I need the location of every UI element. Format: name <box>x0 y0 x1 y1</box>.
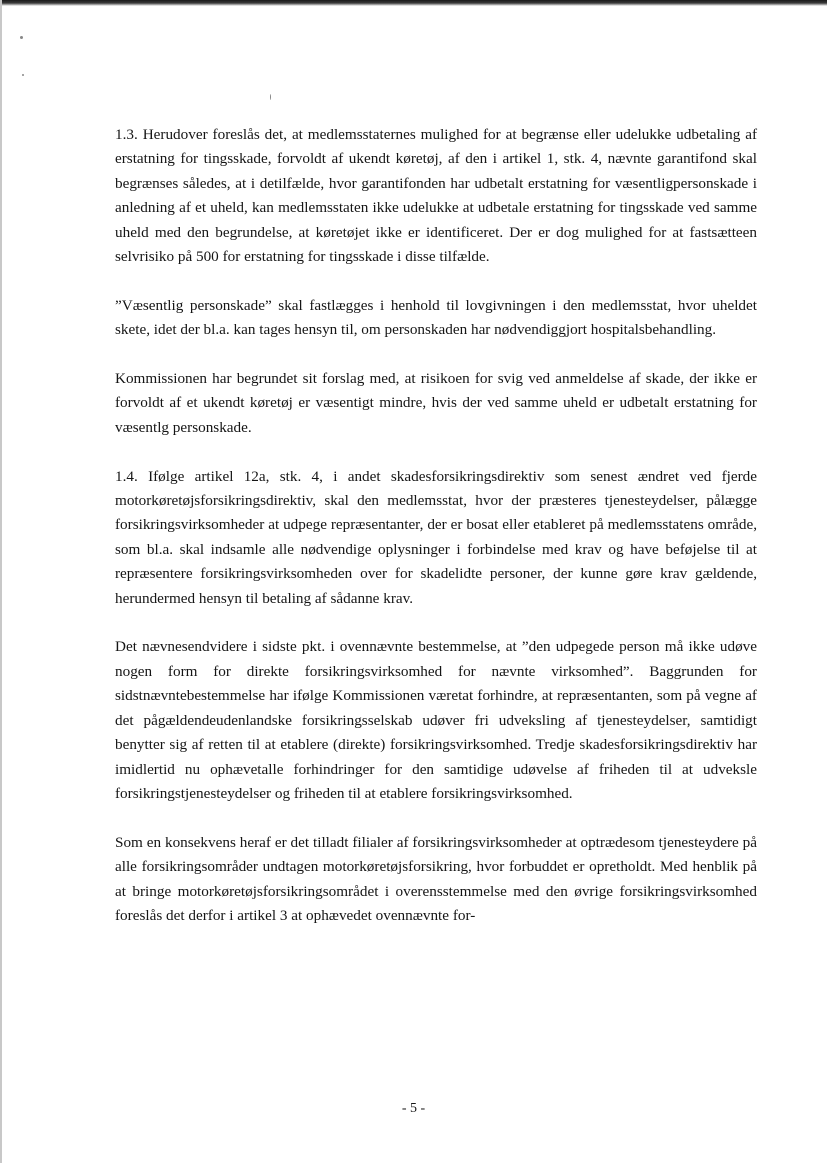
scan-edge-top <box>0 0 827 6</box>
paragraph-1-3: 1.3. Herudover foreslås det, at medlemsstaternes mulighed for at begrænse eller udelukke udbetaling af erstatning for tingsskade, forvoldt af ukendt køretøj, af den i artikel 1, stk. 4, nævnte garantifond skal begrænses således, at i detilfælde, hvor garantifonden har udbetalt erstatning for væsentligpersonskade i anledning af et uheld, kan medlemsstaten ikke udelukke at udbetale erstatning for tingsskade ved samme uheld med den begrundelse, at køretøjet ikke er identificeret. Der er dog mulighed for at fastsætteen selvrisiko på 500 for erstatning for tingsskade i disse tilfælde. <box>115 126 757 266</box>
scan-speck <box>270 94 271 100</box>
scan-speck <box>20 36 23 39</box>
scan-edge-left <box>0 0 2 1163</box>
document-body <box>115 123 757 928</box>
paragraph-background: Det nævnesendvidere i sidste pkt. i ovennævnte bestemmelse, at ”den udpegede person må ikke udøve nogen form for direkte forsikringsvirksomhed for nævnte virksomhed”. Baggrunden for sidstnævntebestemmelse har ifølge Kommissionen væretat forhindre, at repræsentanten, som på vegne af det pågældendeudenlandske forsikringsselskab udøver fri udveksling af tjenesteydelser, samtidigt benytter sig af retten til at etablere (direkte) forsikringsvirksomhed. Tredje skadesforsikringsdirektiv har imidlertid nu ophævetalle forhindringer for den samtidige udøvelse af friheden til at udveksle forsikringstjenesteydelser og friheden til at etablere forsikringsvirksomhed. <box>115 638 757 802</box>
page-number: - 5 - <box>401 1101 426 1116</box>
scan-speck <box>22 74 24 76</box>
paragraph-commission-reasoning: Kommissionen har begrundet sit forslag med, at risikoen for svig ved anmeldelse af skade, der ikke er forvoldt af et ukendt køretøj er væsentigt mindre, hvis der ved samme uheld er udbetalt erstatning for væsentlg personskade. <box>115 370 757 436</box>
paragraph-consequence: Som en konsekvens heraf er det tilladt filialer af forsikringsvirksomheder at optrædesom tjenesteydere på alle forsikringsområder undtagen motorkøretøjsforsikring, hvor forbuddet er opretholdt. Med henblik på at bringe motorkøretøjsforsikringsområdet i overensstemmelse med den øvrige forsikringsvirksomhed foreslås det derfor i artikel 3 at ophævedet ovennævnte for- <box>115 833 757 924</box>
paragraph-1-4: 1.4. Ifølge artikel 12a, stk. 4, i andet skadesforsikringsdirektiv som senest ændret ved fjerde motorkøretøjsforsikringsdirektiv, skal den medlemsstat, hvor der præsteres tjenesteydelser, pålægge forsikringsvirksomheder at udpege repræsentanter, der er bosat eller etableret på medlemsstatens område, som bl.a. skal indsamle alle nødvendige oplysninger i forbindelse med krav og have beføjelse til at repræsentere forsikringsvirksomheden over for skadelidte personer, der kunne gøre krav gældende, herundermed hensyn til betaling af sådanne krav. <box>115 467 757 607</box>
paragraph-definition: ”Væsentlig personskade” skal fastlægges i henhold til lovgivningen i den medlemsstat, hvor uheldet skete, idet der bl.a. kan tages hensyn til, om personskaden har nødvendiggjort hospitalsbehandling. <box>115 296 757 339</box>
